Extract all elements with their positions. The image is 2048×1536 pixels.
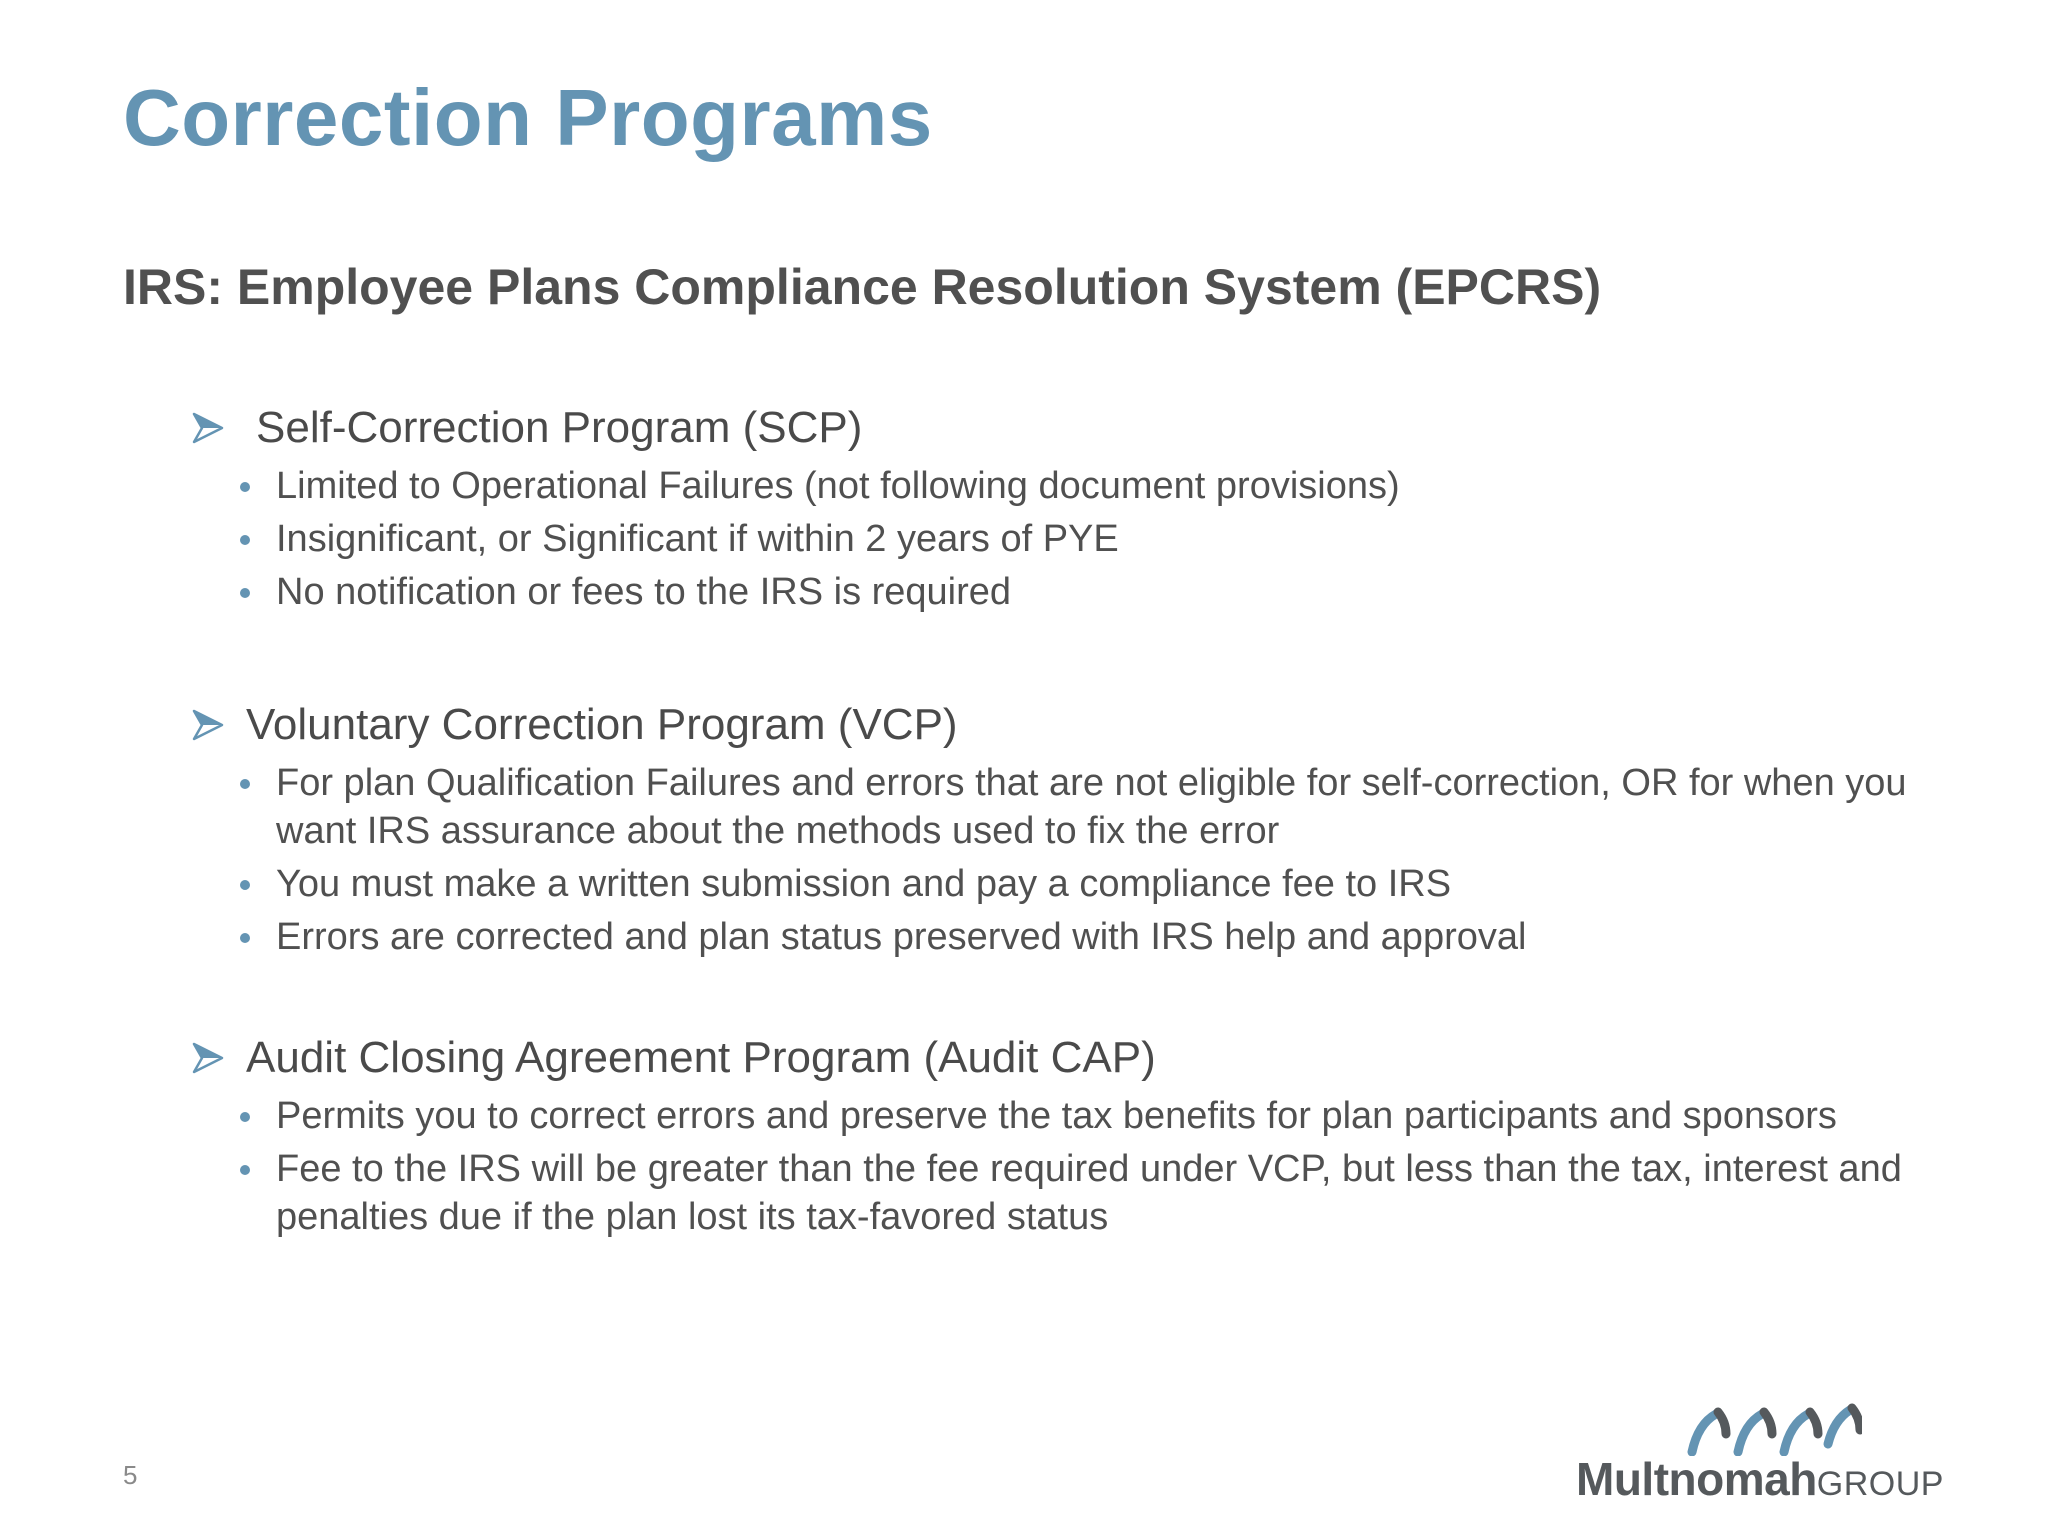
bullet-list	[188, 1092, 1948, 1241]
page-number: 5	[123, 1460, 138, 1490]
section-heading: Voluntary Correction Program (VCP)	[246, 700, 958, 749]
section-heading-row	[188, 695, 1948, 755]
section-heading: Self-Correction Program (SCP)	[256, 403, 863, 452]
arrow-bullet-icon	[188, 1038, 228, 1078]
logo-suffix: GROUP	[1816, 1465, 1944, 1503]
bullet-item	[188, 1145, 1948, 1241]
slide-title: Correction Programs	[123, 73, 933, 162]
bullet-text: No notification or fees to the IRS is required	[276, 571, 1012, 613]
bullet-text: Limited to Operational Failures (not following document provisions)	[276, 465, 1400, 507]
bullet-dot-icon	[240, 933, 250, 943]
logo-wordmark	[1576, 1452, 1944, 1506]
bullet-item	[188, 759, 1948, 855]
section-audit-cap	[188, 1028, 1948, 1246]
section-heading: Audit Closing Agreement Program (Audit CAP)	[246, 1033, 1156, 1082]
bullet-dot-icon	[240, 535, 250, 545]
bullet-text: Errors are corrected and plan status preserved with IRS help and approval	[276, 916, 1527, 958]
bullet-item	[188, 1092, 1948, 1140]
bullet-text: Permits you to correct errors and preserve the tax benefits for plan participants and sponsors	[276, 1095, 1837, 1137]
section-scp	[188, 398, 1948, 621]
bullet-text: Insignificant, or Significant if within 2 years of PYE	[276, 518, 1119, 560]
bullet-text: You must make a written submission and pay a compliance fee to IRS	[276, 863, 1452, 905]
mountain-waves-icon	[1682, 1400, 1862, 1456]
section-heading-row	[188, 398, 1948, 458]
bullet-item	[188, 462, 1948, 510]
bullet-item	[188, 913, 1948, 961]
company-logo	[1576, 1400, 1956, 1510]
bullet-item	[188, 568, 1948, 616]
bullet-dot-icon	[240, 779, 250, 789]
bullet-item	[188, 515, 1948, 563]
section-vcp	[188, 695, 1948, 966]
logo-name: Multnomah	[1576, 1453, 1817, 1505]
bullet-text: Fee to the IRS will be greater than the fee required under VCP, but less than the tax, interest and penalties due if the plan lost its tax-favored status	[276, 1148, 1902, 1238]
bullet-list	[188, 759, 1948, 961]
bullet-item	[188, 860, 1948, 908]
bullet-text: For plan Qualification Failures and errors that are not eligible for self-correction, OR for when you want IRS assurance about the methods used to fix the error	[276, 762, 1907, 852]
bullet-dot-icon	[240, 482, 250, 492]
arrow-bullet-icon	[188, 408, 228, 448]
bullet-dot-icon	[240, 1165, 250, 1175]
bullet-dot-icon	[240, 588, 250, 598]
arrow-bullet-icon	[188, 705, 228, 745]
bullet-dot-icon	[240, 1112, 250, 1122]
slide-subtitle: IRS: Employee Plans Compliance Resolution System (EPCRS)	[123, 259, 1602, 315]
bullet-dot-icon	[240, 880, 250, 890]
section-heading-row	[188, 1028, 1948, 1088]
bullet-list	[188, 462, 1948, 616]
